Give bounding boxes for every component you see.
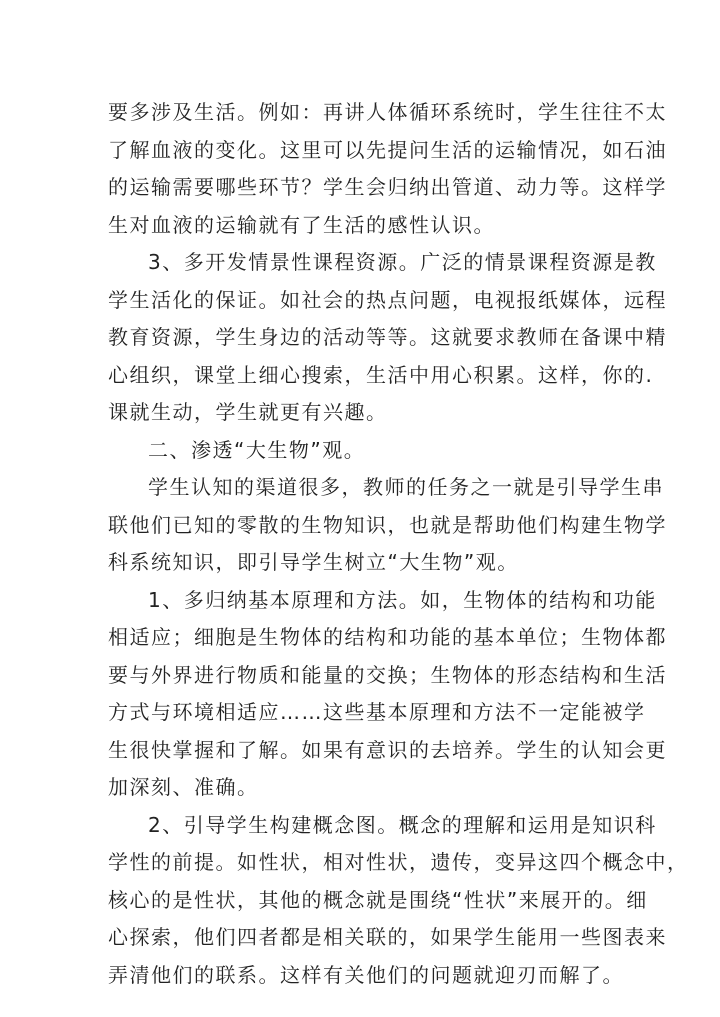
text-line: 心组织，课堂上细心搜索，生活中用心积累。这样，你的. xyxy=(108,362,654,387)
text-line: 3、多开发情景性课程资源。广泛的情景课程资源是教 xyxy=(148,250,657,274)
text-line: 生对血液的运输就有了生活的感性认识。 xyxy=(108,212,495,237)
text-line: 联他们已知的零散的生物知识，也就是帮助他们构建生物学 xyxy=(108,512,667,537)
text-line: 二、渗透“大生物”观。 xyxy=(148,437,366,462)
text-line: 的运输需要哪些环节？学生会归纳出管道、动力等。这样学 xyxy=(108,175,667,199)
document-body xyxy=(108,94,689,994)
text-line: 2、引导学生构建概念图。概念的理解和运用是知识科 xyxy=(148,812,657,837)
text-line: 教育资源，学生身边的活动等等。这就要求教师在备课中精 xyxy=(108,325,667,349)
text-line: 课就生动，学生就更有兴趣。 xyxy=(108,400,388,424)
text-line: 1、多归纳基本原理和方法。如，生物体的结构和功能 xyxy=(148,587,657,612)
text-line: 科系统知识，即引导学生树立“大生物”观。 xyxy=(108,550,519,574)
text-line: 心探索，他们四者都是相关联的，如果学生能用一些图表来 xyxy=(108,925,667,949)
text-line: 方式与环境相适应……这些基本原理和方法不一定能被学 xyxy=(108,700,646,724)
text-line: 学性的前提。如性状，相对性状，遗传，变异这四个概念中， xyxy=(108,850,689,874)
text-line: 了解血液的变化。这里可以先提问生活的运输情况，如石油 xyxy=(108,137,667,162)
text-line: 学生认知的渠道很多，教师的任务之一就是引导学生串 xyxy=(148,475,664,499)
text-line: 学生活化的保证。如社会的热点问题，电视报纸媒体，远程 xyxy=(108,287,667,312)
text-line: 要与外界进行物质和能量的交换；生物体的形态结构和生活 xyxy=(108,662,667,687)
text-line: 相适应；细胞是生物体的结构和功能的基本单位；生物体都 xyxy=(108,625,667,649)
text-line: 加深刻、准确。 xyxy=(108,775,259,799)
text-line: 要多涉及生活。例如：再讲人体循环系统时，学生往往不太 xyxy=(108,100,667,124)
text-line: 弄清他们的联系。这样有关他们的问题就迎刃而解了。 xyxy=(108,962,624,987)
text-line: 核心的是性状，其他的概念就是围绕“性状”来展开的。细 xyxy=(108,887,648,912)
text-line: 生很快掌握和了解。如果有意识的去培养。学生的认知会更 xyxy=(108,737,667,762)
